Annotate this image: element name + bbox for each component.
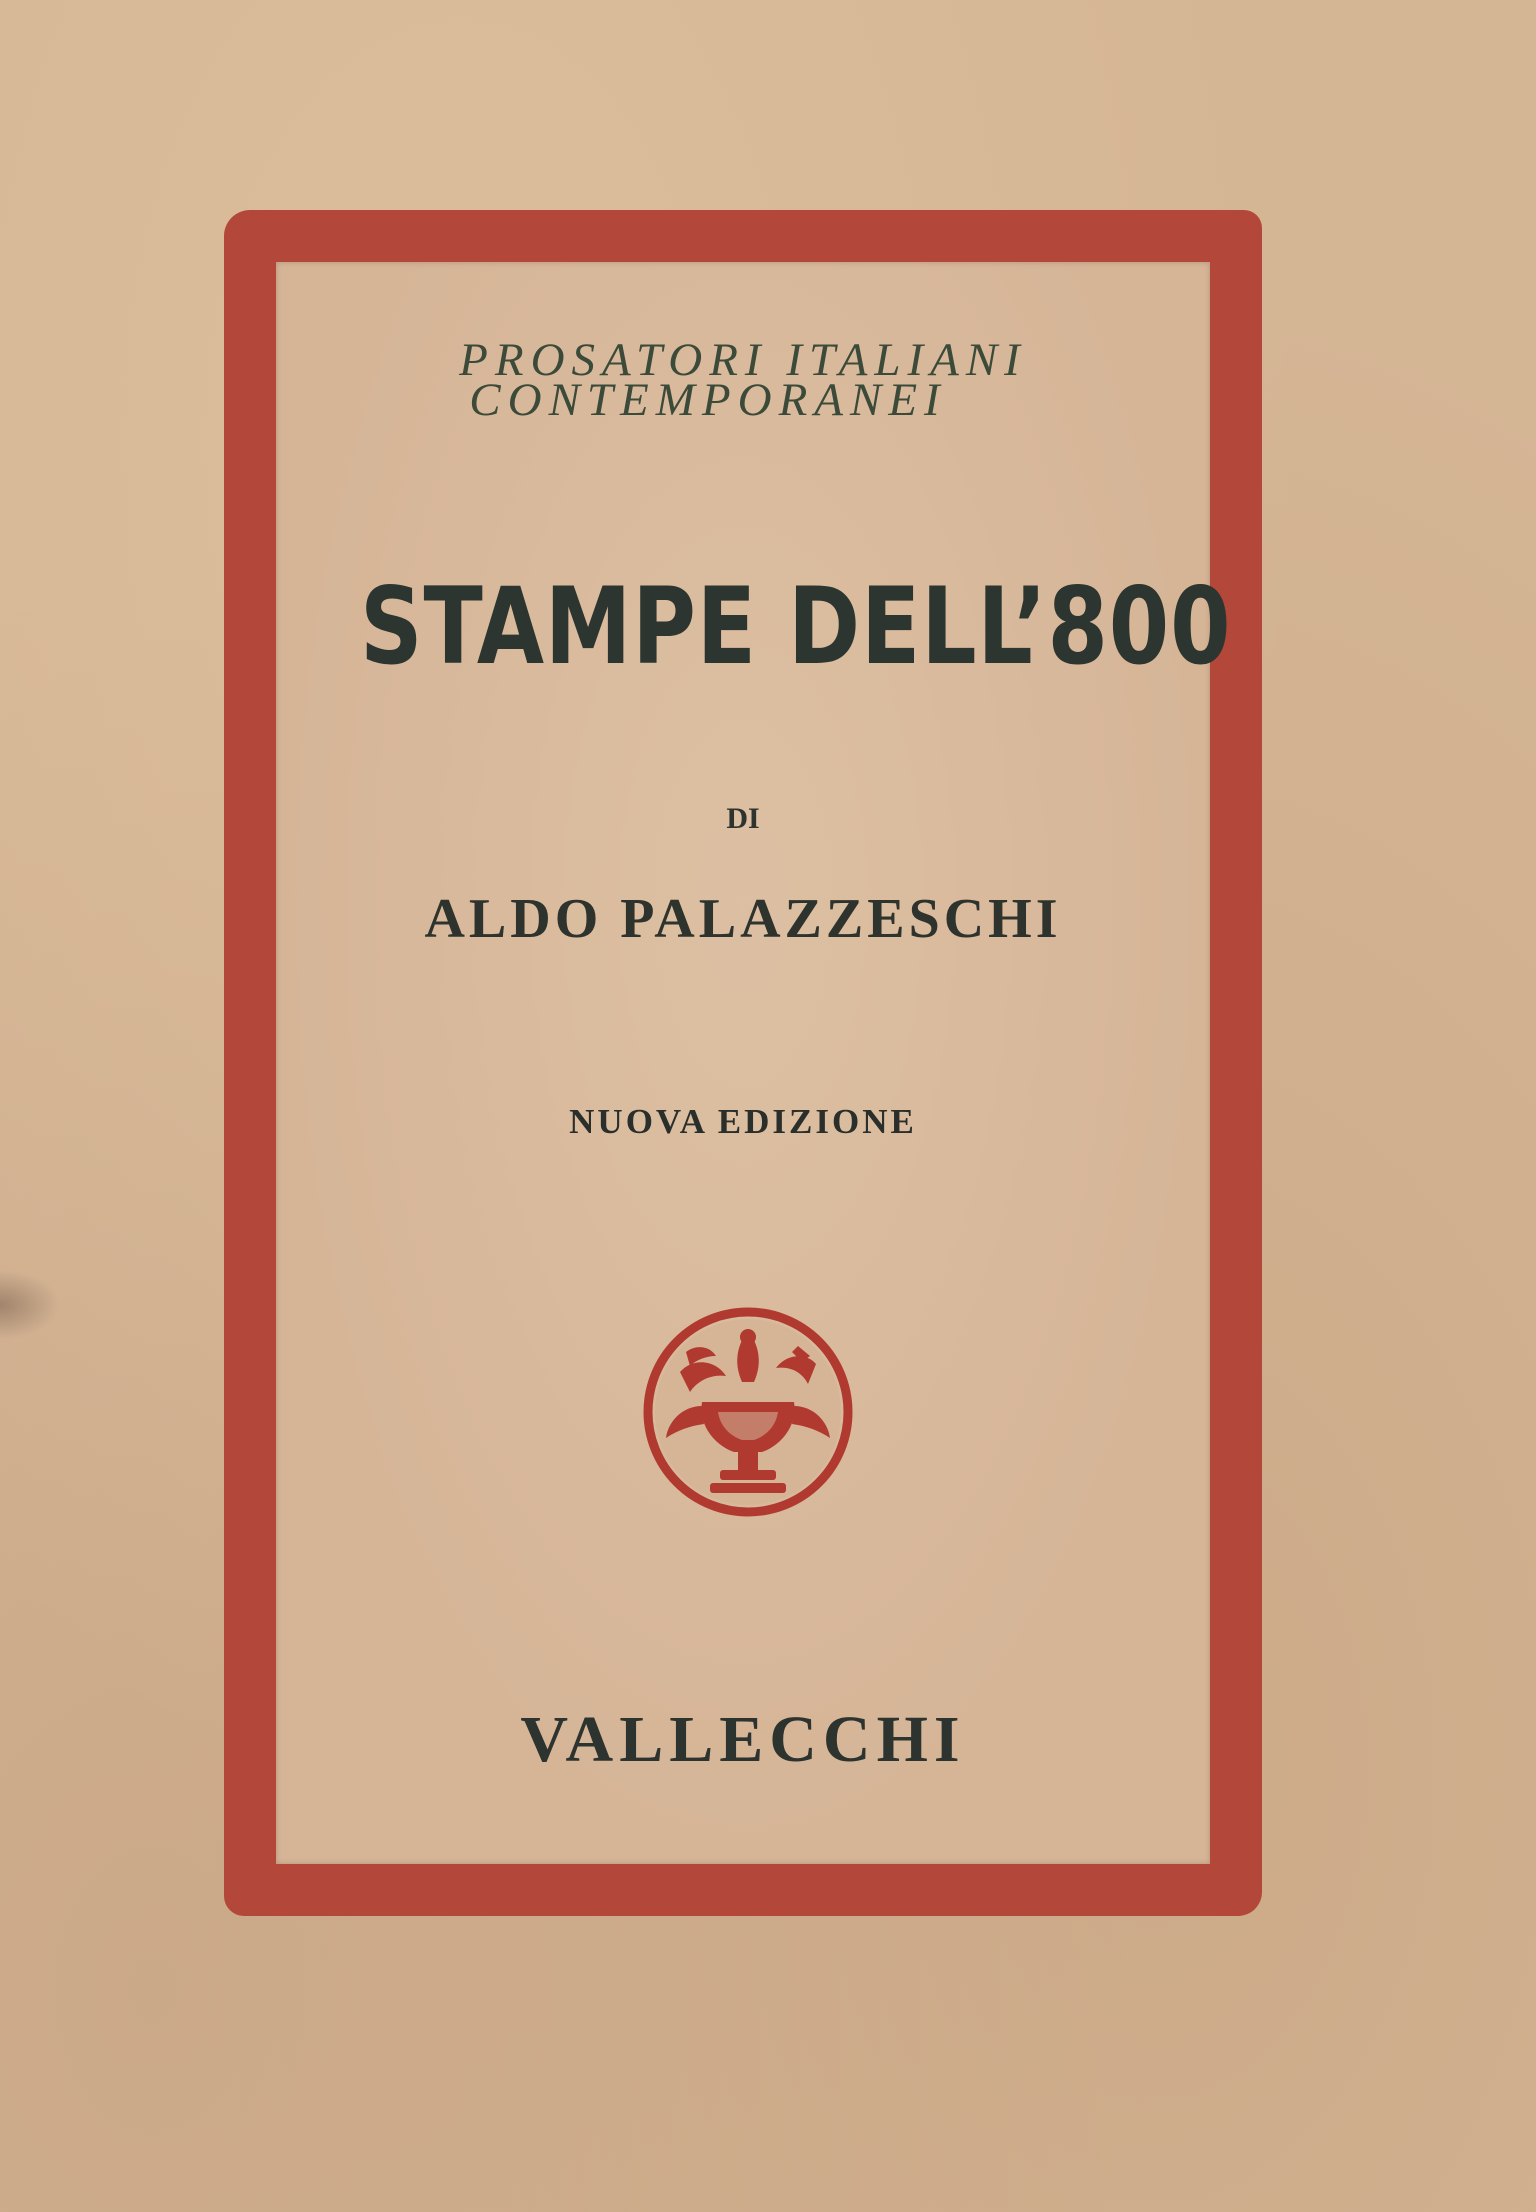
edition-label: NUOVA EDIZIONE xyxy=(569,1102,917,1141)
paper-edge-stain xyxy=(0,1270,60,1340)
by-label: DI xyxy=(726,802,760,835)
series-title-line-2: CONTEMPORANEI xyxy=(469,374,947,426)
vase-lily-emblem-icon xyxy=(638,1302,858,1522)
book-title: STAMPE DELL’800 xyxy=(360,565,1232,688)
series-title-line-1: PROSATORI ITALIANI xyxy=(459,334,1027,386)
cover-frame xyxy=(224,210,1262,1916)
publisher-name: VALLECCHI xyxy=(520,1703,966,1776)
author-name: ALDO PALAZZESCHI xyxy=(424,888,1062,950)
cover-inner-panel xyxy=(276,262,1232,1864)
series-title xyxy=(276,334,1210,426)
